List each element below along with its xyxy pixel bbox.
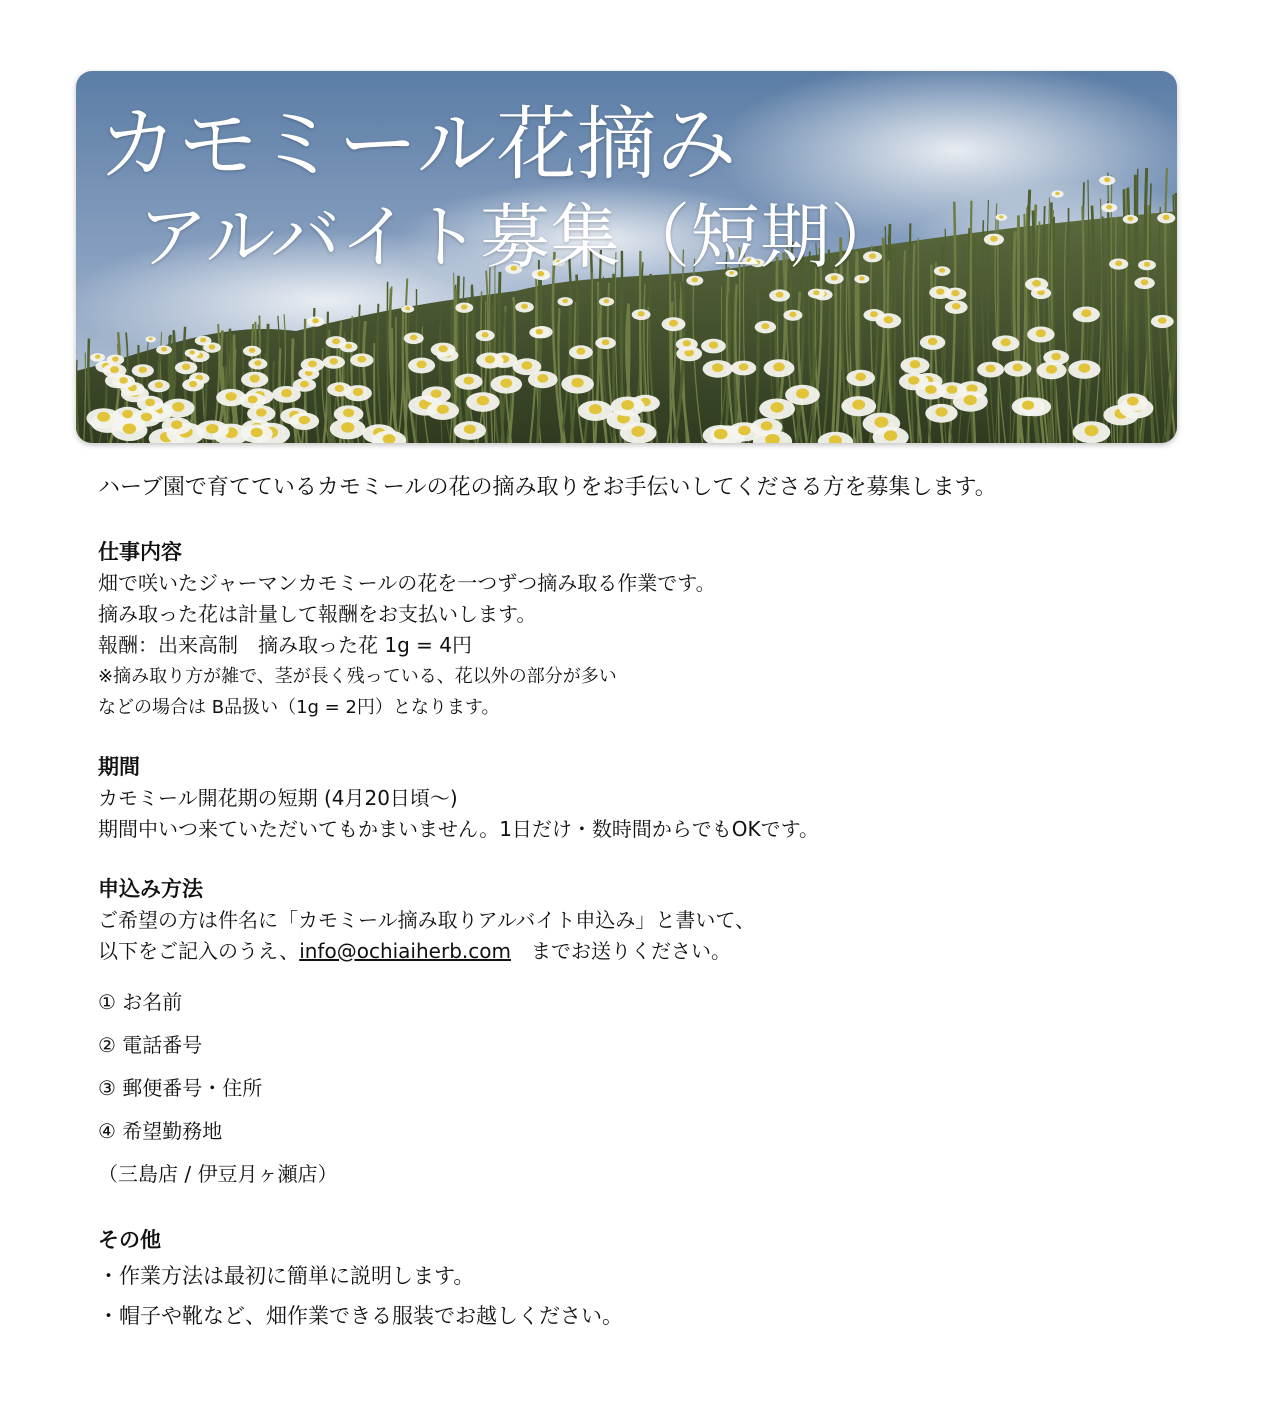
chamomile-flower [595, 337, 616, 349]
other-heading: その他 [98, 1228, 161, 1252]
chamomile-flower [764, 359, 795, 377]
chamomile-flower [455, 374, 483, 390]
chamomile-flower [162, 417, 192, 434]
chamomile-flower [241, 372, 268, 388]
chamomile-flower [241, 425, 273, 444]
chamomile-flower [846, 370, 875, 387]
chamomile-flower [1134, 277, 1154, 289]
list-item: ④ 希望勤務地 [98, 1119, 223, 1143]
chamomile-flower [401, 305, 414, 313]
chamomile-flower [992, 335, 1019, 351]
chamomile-flower [185, 349, 200, 358]
job-note-2: などの場合は B品扱い（1g = 2円）となります。 [98, 697, 500, 718]
chamomile-flower [953, 391, 988, 411]
chamomile-flower [731, 361, 756, 376]
intro-text: ハーブ園で育てているカモミールの花の摘み取りをお手伝いしてくださる方を募集します。 [98, 475, 997, 500]
chamomile-flower [326, 336, 347, 348]
job-note-1: ※摘み取り方が雑で、茎が長く残っている、花以外の部分が多い [98, 666, 617, 687]
section-other [98, 1224, 1178, 1336]
chamomile-flower [1123, 215, 1138, 224]
section-job [98, 536, 1178, 723]
chamomile-flower [307, 317, 324, 327]
chamomile-flower [408, 358, 435, 374]
chamomile-flower [1101, 203, 1117, 212]
chamomile-flower [476, 330, 495, 341]
chamomile-flower [431, 343, 456, 357]
chamomile-flower [1043, 350, 1069, 365]
job-line-1: 畑で咲いたジャーマンカモミールの花を一つずつ摘み取る作業です。 [98, 571, 716, 595]
chamomile-flower [1073, 421, 1111, 443]
chamomile-flower [920, 335, 945, 350]
chamomile-flower [977, 362, 1004, 378]
chamomile-flower [662, 317, 686, 331]
chamomile-flower [620, 422, 657, 443]
chamomile-flower [1151, 315, 1174, 328]
chamomile-flower [182, 379, 204, 392]
apply-line-2 [98, 936, 1178, 967]
chamomile-flower [272, 386, 301, 403]
chamomile-flower [427, 401, 459, 420]
chamomile-flower [925, 404, 957, 423]
period-heading: 期間 [98, 755, 140, 779]
chamomile-flower [759, 399, 795, 420]
job-pay-line: 報酬：出来高制 摘み取った花 1g = 4円 [98, 633, 472, 657]
chamomile-flower [162, 399, 195, 418]
period-line-2: 期間中いつ来ていただいてもかまいません。1日だけ・数時間からでもOKです。 [98, 817, 819, 841]
chamomile-flower [466, 392, 500, 412]
other-line-1: ・作業方法は最初に簡単に説明します。 [98, 1264, 475, 1288]
flower-stem [454, 289, 455, 443]
chamomile-flower [350, 353, 373, 367]
chamomile-flower [996, 214, 1008, 221]
chamomile-flower [1109, 259, 1128, 270]
job-line-2: 摘み取った花は計量して報酬をお支払いします。 [98, 602, 537, 626]
chamomile-flower [1025, 278, 1048, 292]
chamomile-flower [676, 338, 698, 351]
section-apply [98, 873, 1178, 1196]
list-item: ① お名前 [98, 990, 183, 1014]
apply-items-list [98, 981, 1178, 1196]
chamomile-flower [196, 420, 229, 439]
email-link[interactable]: info@ochiaiherb.com [299, 939, 511, 963]
hero-title-line-2: アルバイト募集（短期） [138, 196, 901, 278]
chamomile-flower [1051, 191, 1063, 198]
chamomile-flower [755, 321, 776, 334]
chamomile-flower [513, 358, 542, 375]
chamomile-flower [769, 289, 790, 301]
chamomile-flower [145, 336, 156, 342]
apply-heading: 申込み方法 [98, 877, 203, 901]
flower-stem [395, 317, 396, 443]
apply-line-2-suffix: までお送りください。 [510, 939, 731, 963]
chamomile-flower [330, 419, 366, 440]
chamomile-flower [1099, 176, 1115, 185]
chamomile-flower [1138, 260, 1156, 270]
chamomile-flower [156, 345, 172, 354]
chamomile-flower [808, 289, 825, 299]
apply-line-2-prefix: 以下をご記入のうえ、 [98, 939, 300, 963]
chamomile-flower [864, 309, 885, 321]
chamomile-flower [611, 397, 645, 417]
chamomile-flower [1117, 393, 1148, 411]
chamomile-flower [1027, 327, 1054, 343]
chamomile-flower [491, 375, 523, 393]
chamomile-flower [1073, 307, 1100, 323]
chamomile-flower [929, 286, 951, 299]
chamomile-flower [901, 357, 930, 374]
list-item: （三島店 / 伊豆月ヶ瀬店） [98, 1162, 338, 1186]
chamomile-flower [515, 302, 534, 313]
chamomile-flower [216, 389, 246, 406]
chamomile-flower [561, 375, 594, 394]
chamomile-flower [175, 361, 197, 374]
chamomile-flower [195, 336, 212, 346]
chamomile-flower [455, 303, 473, 313]
job-heading: 仕事内容 [98, 540, 182, 564]
chamomile-flower [247, 405, 275, 422]
chamomile-flower [454, 421, 486, 440]
chamomile-flower [476, 353, 503, 369]
chamomile-flower [327, 382, 351, 396]
chamomile-flower [243, 346, 261, 357]
chamomile-flower [569, 345, 593, 359]
chamomile-flower [132, 409, 162, 426]
chamomile-flower [132, 364, 154, 377]
chamomile-flower [1004, 361, 1031, 377]
chamomile-flower [841, 396, 876, 416]
other-line-2: ・帽子や靴など、畑作業できる服装でお越しください。 [98, 1304, 623, 1328]
chamomile-flower [558, 297, 573, 306]
hero-banner [76, 71, 1177, 443]
chamomile-flower [422, 386, 451, 403]
list-item: ② 電話番号 [98, 1033, 203, 1057]
apply-line-1: ご希望の方は件名に「カモミール摘み取りアルバイト申込み」と書いて、 [98, 908, 755, 932]
chamomile-flower [701, 339, 726, 354]
chamomile-flower [323, 356, 345, 369]
chamomile-flower [783, 310, 802, 321]
main-content [98, 468, 1178, 1336]
list-item: ③ 郵便番号・住所 [98, 1076, 263, 1100]
chamomile-flower [90, 353, 105, 362]
chamomile-flower [1068, 360, 1100, 379]
chamomile-flower [632, 309, 651, 320]
chamomile-flower [1012, 397, 1045, 416]
period-line-1: カモミール開花期の短期 (4月20日頃〜) [98, 786, 458, 810]
chamomile-flower [599, 297, 614, 306]
chamomile-flower [945, 301, 968, 314]
chamomile-flower [148, 380, 170, 393]
chamomile-flower [103, 364, 127, 378]
chamomile-flower [404, 333, 424, 345]
chamomile-flower [301, 358, 325, 372]
chamomile-flower [137, 396, 163, 411]
hero-title-line-1: カモミール花摘み [98, 98, 737, 191]
chamomile-flower [703, 360, 733, 378]
section-period [98, 751, 1178, 845]
chamomile-flower [984, 234, 1004, 246]
chamomile-flower [290, 413, 320, 430]
chamomile-flower [916, 382, 946, 400]
chamomile-flower [1157, 213, 1175, 224]
chamomile-flower [248, 358, 267, 369]
chamomile-flower [529, 327, 549, 339]
chamomile-flower [934, 266, 951, 276]
